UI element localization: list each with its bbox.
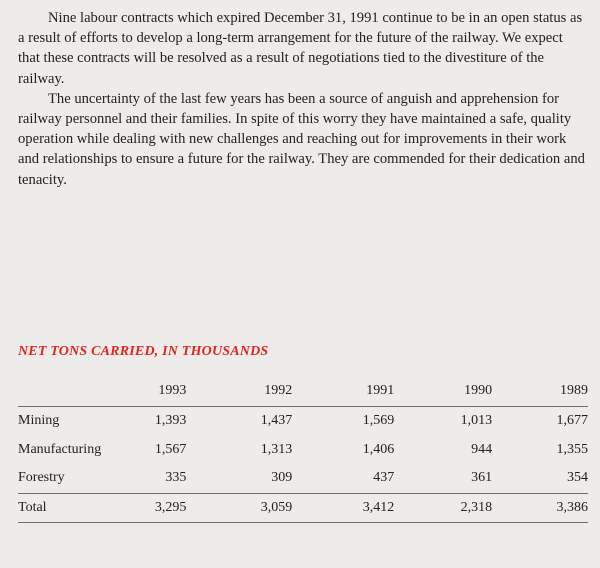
table-cell: 944 [471, 441, 493, 457]
row-label: Total [18, 493, 119, 523]
table-cell: 3,386 [520, 493, 588, 523]
table-row-forestry [18, 464, 588, 493]
table-cell: 1,677 [556, 413, 588, 429]
table-row-total [18, 493, 588, 523]
table-title: NET TONS CARRIED, IN THOUSANDS [18, 344, 269, 359]
row-label: Manufacturing [18, 441, 102, 457]
table-cell: 1,355 [556, 441, 588, 457]
table-cell: 3,295 [119, 493, 225, 523]
table-cell: 1,569 [362, 413, 395, 429]
table-row-manufacturing [18, 436, 588, 465]
table-cell: 335 [165, 470, 187, 486]
table-cell: 1,013 [460, 413, 493, 429]
table-cell: 309 [271, 470, 293, 486]
table-cell: 1,313 [260, 441, 293, 457]
table-cell: 2,318 [424, 493, 520, 523]
table-cell: 3,412 [326, 493, 424, 523]
paragraph-uncertainty: The uncertainty of the last few years has been a source of anguish and apprehension for railway personnel and their families. In spite of this worry they have maintained a safe, quality operation while dealing with new challenges and reaching out for improvements in their work and relationships to ensure a future for the railway. They are commended for their dedication and tenacity. [18, 90, 585, 188]
table-cell: 3,059 [224, 493, 326, 523]
row-label: Forestry [18, 470, 65, 486]
row-label: Mining [18, 413, 60, 429]
table-header-row [18, 376, 588, 407]
header-year: 1990 [424, 376, 520, 407]
header-year: 1993 [119, 376, 225, 407]
table-cell: 361 [471, 470, 493, 486]
table-row-mining [18, 407, 588, 436]
table-cell: 354 [567, 470, 588, 486]
table-cell: 437 [373, 470, 395, 486]
header-year: 1991 [326, 376, 424, 407]
header-year: 1992 [224, 376, 326, 407]
table-cell: 1,437 [260, 413, 293, 429]
body-text [18, 8, 586, 190]
header-year: 1989 [520, 376, 588, 407]
net-tons-table [18, 376, 588, 523]
paragraph-labour-contracts: Nine labour contracts which expired December 31, 1991 continue to be in an open status as a result of efforts to develop a long-term arrangement for the future of the railway. We expect that these contracts will be resolved as a result of negotiations tied to the divestiture of the railway. [18, 10, 583, 87]
header-blank [18, 376, 119, 407]
table-cell: 1,567 [154, 441, 187, 457]
table-cell: 1,406 [362, 441, 395, 457]
table-cell: 1,393 [154, 413, 187, 429]
